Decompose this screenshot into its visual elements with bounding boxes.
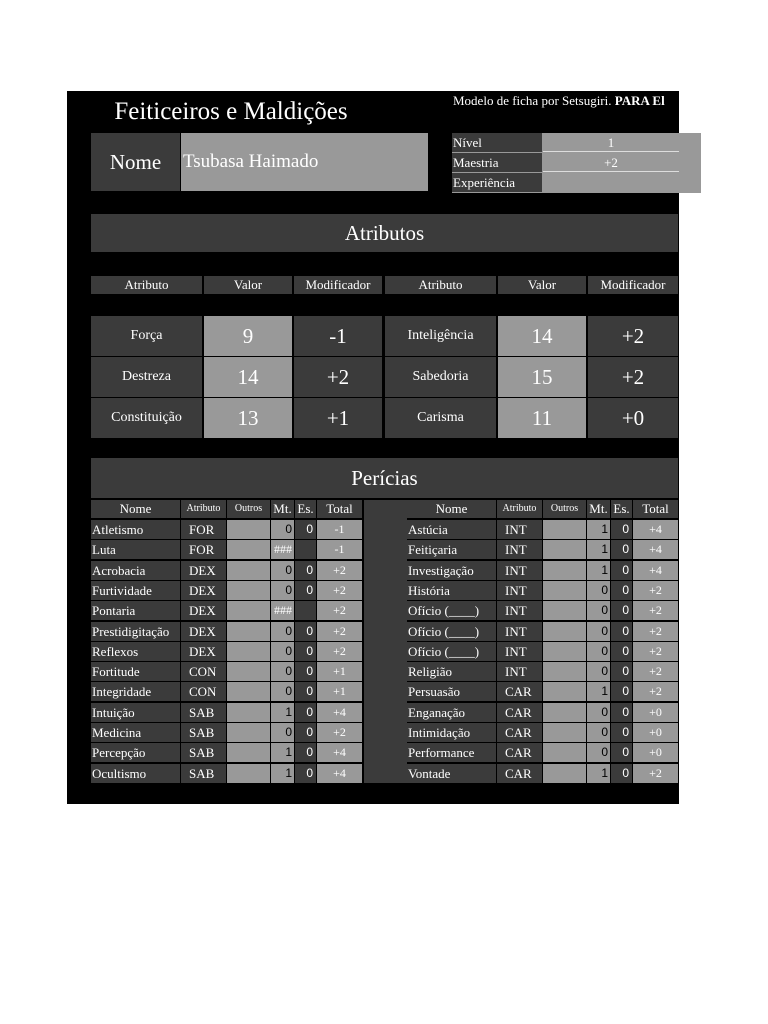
credit-bold: PARA El [614, 93, 665, 108]
attribute-name: Constituição [91, 398, 202, 438]
skill-total: +4 [317, 703, 362, 722]
skill-specialization-field[interactable]: 0 [295, 520, 316, 539]
skill-attribute: INT [497, 601, 542, 620]
attr-header: Valor [498, 276, 586, 294]
skill-total: +1 [317, 662, 362, 681]
skill-attribute: SAB [181, 703, 226, 722]
skill-mastery-field[interactable]: 0 [271, 561, 294, 580]
skill-row [407, 601, 678, 620]
skill-header: Total [317, 500, 362, 518]
mastery-field[interactable]: +2 [543, 153, 679, 172]
skill-mastery-field[interactable]: 0 [587, 723, 610, 742]
skill-attribute: DEX [181, 581, 226, 600]
skill-others-field[interactable] [543, 540, 586, 559]
skill-attribute: DEX [181, 601, 226, 620]
sheet-credit [453, 92, 683, 112]
skill-name: Ofício (____) [407, 642, 496, 661]
attr-header: Atributo [91, 276, 202, 294]
skill-total: +4 [317, 743, 362, 762]
skill-total: +2 [633, 662, 678, 681]
skill-attribute: CAR [497, 743, 542, 762]
skill-name: Intimidação [407, 723, 496, 742]
skill-attribute: INT [497, 622, 542, 641]
info-label: Nível [452, 133, 542, 152]
attribute-modifier: -1 [294, 316, 382, 356]
attribute-name: Inteligência [385, 316, 496, 356]
skill-mastery-field[interactable]: 1 [587, 540, 610, 559]
skill-name: Intuição [91, 703, 180, 722]
attributes-section-title: Atributos [91, 214, 678, 252]
skill-attribute: SAB [181, 723, 226, 742]
skill-name: Enganação [407, 703, 496, 722]
skill-total: +0 [633, 723, 678, 742]
skill-row [407, 581, 678, 600]
skill-others-field[interactable] [543, 703, 586, 722]
skill-mastery-field[interactable]: 0 [587, 662, 610, 681]
skill-mastery-field[interactable]: 0 [587, 601, 610, 620]
skill-specialization-field[interactable]: 0 [611, 540, 632, 559]
attribute-value[interactable]: 15 [498, 357, 586, 397]
skill-others-field[interactable] [543, 764, 586, 783]
info-row-experience [452, 173, 701, 193]
skill-others-field[interactable] [227, 723, 270, 742]
skill-row [407, 662, 678, 681]
skill-mastery-field[interactable]: 0 [587, 703, 610, 722]
skill-name: Prestidigitação [91, 622, 180, 641]
skill-total: +2 [317, 642, 362, 661]
skill-specialization-field[interactable]: 0 [611, 662, 632, 681]
skill-mastery-field[interactable]: 0 [271, 622, 294, 641]
name-label: Nome [91, 133, 180, 191]
skill-others-field[interactable] [227, 682, 270, 701]
skill-specialization-field[interactable]: 0 [611, 622, 632, 641]
skill-name: Religião [407, 662, 496, 681]
skill-others-field[interactable] [227, 703, 270, 722]
skill-name: Medicina [91, 723, 180, 742]
attribute-value[interactable]: 9 [204, 316, 292, 356]
skill-mastery-field[interactable]: 0 [271, 642, 294, 661]
name-field[interactable]: Tsubasa Haimado [181, 133, 428, 191]
skill-specialization-field[interactable]: 0 [295, 682, 316, 701]
skill-name: Investigação [407, 561, 496, 580]
skill-name: Ofício (____) [407, 601, 496, 620]
skill-mastery-field[interactable]: 0 [587, 743, 610, 762]
attribute-modifier: +0 [588, 398, 678, 438]
skill-attribute: DEX [181, 561, 226, 580]
skill-attribute: INT [497, 581, 542, 600]
skill-name: História [407, 581, 496, 600]
experience-field[interactable] [543, 173, 679, 192]
skill-attribute: CAR [497, 723, 542, 742]
skill-others-field[interactable] [227, 601, 270, 620]
skill-total: +1 [317, 682, 362, 701]
skill-others-field[interactable] [227, 561, 270, 580]
skill-total: +0 [633, 703, 678, 722]
skill-name: Pontaria [91, 601, 180, 620]
skill-name: Fortitude [91, 662, 180, 681]
skill-specialization-field[interactable]: 0 [295, 743, 316, 762]
skill-row [407, 703, 678, 722]
skill-name: Luta [91, 540, 180, 559]
skill-mastery-field[interactable]: 1 [271, 703, 294, 722]
skill-row [91, 642, 362, 661]
skill-row [91, 581, 362, 600]
skill-mastery-field[interactable]: 1 [587, 764, 610, 783]
skill-total: +4 [633, 540, 678, 559]
skill-total: +2 [633, 642, 678, 661]
skill-others-field[interactable] [543, 561, 586, 580]
skill-header: Nome [407, 500, 496, 518]
skill-attribute: CAR [497, 682, 542, 701]
skill-attribute: INT [497, 540, 542, 559]
skill-specialization-field[interactable]: 0 [295, 642, 316, 661]
info-row-level [452, 133, 701, 153]
skill-others-field[interactable] [227, 622, 270, 641]
skill-others-field[interactable] [227, 743, 270, 762]
skill-header: Mt. [271, 500, 294, 518]
skill-row [407, 764, 678, 783]
skill-row [407, 520, 678, 539]
skill-specialization-field[interactable]: 0 [611, 561, 632, 580]
skill-others-field[interactable] [227, 540, 270, 559]
attribute-value[interactable]: 14 [498, 316, 586, 356]
skill-total: +2 [317, 622, 362, 641]
attribute-modifier: +2 [588, 357, 678, 397]
skill-name: Ocultismo [91, 764, 180, 783]
skill-mastery-field[interactable]: ### [271, 540, 294, 559]
attribute-value[interactable]: 11 [498, 398, 586, 438]
skill-attribute: CON [181, 662, 226, 681]
level-field[interactable]: 1 [543, 133, 679, 152]
skill-name: Persuasão [407, 682, 496, 701]
skill-others-field[interactable] [227, 581, 270, 600]
skill-row [91, 540, 362, 559]
skill-name: Vontade [407, 764, 496, 783]
skill-row [407, 642, 678, 661]
skill-total: +4 [317, 764, 362, 783]
skill-header: Atributo [181, 500, 226, 518]
skill-total: +2 [317, 601, 362, 620]
skill-header: Outros [227, 500, 270, 518]
skill-row [91, 764, 362, 783]
skill-total: +4 [633, 520, 678, 539]
skill-total: +2 [317, 561, 362, 580]
skill-row [91, 682, 362, 701]
skill-total: +2 [633, 601, 678, 620]
attribute-modifier: +1 [294, 398, 382, 438]
skill-row [91, 520, 362, 539]
skill-total: +2 [633, 581, 678, 600]
info-label: Maestria [452, 153, 542, 172]
skill-total: +2 [633, 682, 678, 701]
skill-specialization-field[interactable]: 0 [295, 561, 316, 580]
skills-divider [364, 500, 407, 783]
attr-header: Modificador [588, 276, 678, 294]
skill-attribute: SAB [181, 743, 226, 762]
attribute-modifier: +2 [588, 316, 678, 356]
skill-row [407, 622, 678, 641]
skill-specialization-field[interactable]: 0 [295, 723, 316, 742]
skill-attribute: DEX [181, 642, 226, 661]
skill-mastery-field[interactable]: 1 [587, 561, 610, 580]
skill-total: -1 [317, 520, 362, 539]
attribute-name: Carisma [385, 398, 496, 438]
skill-others-field[interactable] [227, 764, 270, 783]
skill-specialization-field[interactable]: 0 [295, 764, 316, 783]
attr-header: Atributo [385, 276, 496, 294]
skill-row [91, 662, 362, 681]
skill-specialization-field[interactable]: 0 [611, 642, 632, 661]
skill-mastery-field[interactable]: 1 [587, 682, 610, 701]
skill-row [407, 682, 678, 701]
skill-specialization-field[interactable]: 0 [611, 520, 632, 539]
skill-attribute: FOR [181, 520, 226, 539]
skill-name: Performance [407, 743, 496, 762]
skill-specialization-field[interactable]: 0 [611, 723, 632, 742]
skill-mastery-field[interactable]: 1 [271, 743, 294, 762]
skill-total: -1 [317, 540, 362, 559]
skill-attribute: INT [497, 561, 542, 580]
skill-mastery-field[interactable]: 0 [271, 581, 294, 600]
skill-specialization-field[interactable]: 0 [611, 703, 632, 722]
skill-attribute: INT [497, 642, 542, 661]
skill-specialization-field[interactable]: 0 [295, 581, 316, 600]
skill-row [91, 561, 362, 580]
attribute-name: Sabedoria [385, 357, 496, 397]
skill-specialization-field[interactable] [295, 601, 316, 620]
skill-others-field[interactable] [543, 622, 586, 641]
skill-others-field[interactable] [543, 723, 586, 742]
info-row-mastery [452, 153, 701, 173]
skill-total: +2 [633, 764, 678, 783]
attr-header: Modificador [294, 276, 382, 294]
attribute-value[interactable]: 14 [204, 357, 292, 397]
skill-others-field[interactable] [543, 662, 586, 681]
skill-others-field[interactable] [227, 662, 270, 681]
skill-total: +2 [633, 622, 678, 641]
skill-attribute: FOR [181, 540, 226, 559]
skill-specialization-field[interactable]: 0 [295, 703, 316, 722]
skill-specialization-field[interactable]: 0 [611, 682, 632, 701]
skill-header: Mt. [587, 500, 610, 518]
skill-name: Percepção [91, 743, 180, 762]
skill-name: Ofício (____) [407, 622, 496, 641]
skill-attribute: INT [497, 520, 542, 539]
skill-specialization-field[interactable]: 0 [611, 601, 632, 620]
skill-others-field[interactable] [543, 743, 586, 762]
attribute-modifier: +2 [294, 357, 382, 397]
skill-name: Furtividade [91, 581, 180, 600]
skills-section-title: Perícias [91, 458, 678, 498]
skill-mastery-field[interactable]: 0 [271, 662, 294, 681]
skill-mastery-field[interactable]: 0 [271, 682, 294, 701]
skill-total: +0 [633, 743, 678, 762]
skill-specialization-field[interactable]: 0 [611, 764, 632, 783]
skill-mastery-field[interactable]: 0 [587, 622, 610, 641]
skill-mastery-field[interactable]: 0 [271, 723, 294, 742]
skill-specialization-field[interactable]: 0 [295, 662, 316, 681]
skill-total: +4 [633, 561, 678, 580]
skill-header: Total [633, 500, 678, 518]
skill-attribute: INT [497, 662, 542, 681]
skill-row [407, 743, 678, 762]
skill-attribute: CON [181, 682, 226, 701]
skill-others-field[interactable] [543, 581, 586, 600]
skill-others-field[interactable] [543, 642, 586, 661]
credit-prefix: Modelo de ficha por Setsugiri. [453, 93, 612, 108]
skill-row [91, 723, 362, 742]
skill-name: Atletismo [91, 520, 180, 539]
skill-attribute: SAB [181, 764, 226, 783]
skill-total: +2 [317, 723, 362, 742]
skill-specialization-field[interactable] [295, 540, 316, 559]
skill-attribute: CAR [497, 703, 542, 722]
skill-row [91, 601, 362, 620]
skill-others-field[interactable] [543, 682, 586, 701]
skill-row [91, 703, 362, 722]
info-label: Experiência [452, 173, 542, 192]
skill-others-field[interactable] [227, 520, 270, 539]
attribute-name: Força [91, 316, 202, 356]
skill-name: Feitiçaria [407, 540, 496, 559]
skill-row [91, 743, 362, 762]
attribute-name: Destreza [91, 357, 202, 397]
skill-specialization-field[interactable]: 0 [611, 743, 632, 762]
skill-name: Integridade [91, 682, 180, 701]
skill-others-field[interactable] [543, 520, 586, 539]
attr-header: Valor [204, 276, 292, 294]
skill-specialization-field[interactable]: 0 [611, 581, 632, 600]
sheet-title: Feiticeiros e Maldições [114, 98, 348, 125]
skill-others-field[interactable] [227, 642, 270, 661]
skill-header: Nome [91, 500, 180, 518]
skill-attribute: DEX [181, 622, 226, 641]
skill-mastery-field[interactable]: 0 [587, 581, 610, 600]
skill-header: Es. [611, 500, 632, 518]
skill-header: Es. [295, 500, 316, 518]
skill-mastery-field[interactable]: 0 [271, 520, 294, 539]
skill-header: Outros [543, 500, 586, 518]
skill-row [407, 723, 678, 742]
skill-name: Acrobacia [91, 561, 180, 580]
skill-mastery-field[interactable]: 1 [271, 764, 294, 783]
skill-specialization-field[interactable]: 0 [295, 622, 316, 641]
skill-mastery-field[interactable]: 0 [587, 642, 610, 661]
skill-row [407, 540, 678, 559]
skill-row [407, 561, 678, 580]
skill-name: Astúcia [407, 520, 496, 539]
skill-mastery-field[interactable]: ### [271, 601, 294, 620]
info-table [452, 133, 701, 193]
skill-attribute: CAR [497, 764, 542, 783]
skill-name: Reflexos [91, 642, 180, 661]
skill-mastery-field[interactable]: 1 [587, 520, 610, 539]
skill-total: +2 [317, 581, 362, 600]
attribute-value[interactable]: 13 [204, 398, 292, 438]
skill-others-field[interactable] [543, 601, 586, 620]
skill-header: Atributo [497, 500, 542, 518]
skill-row [91, 622, 362, 641]
